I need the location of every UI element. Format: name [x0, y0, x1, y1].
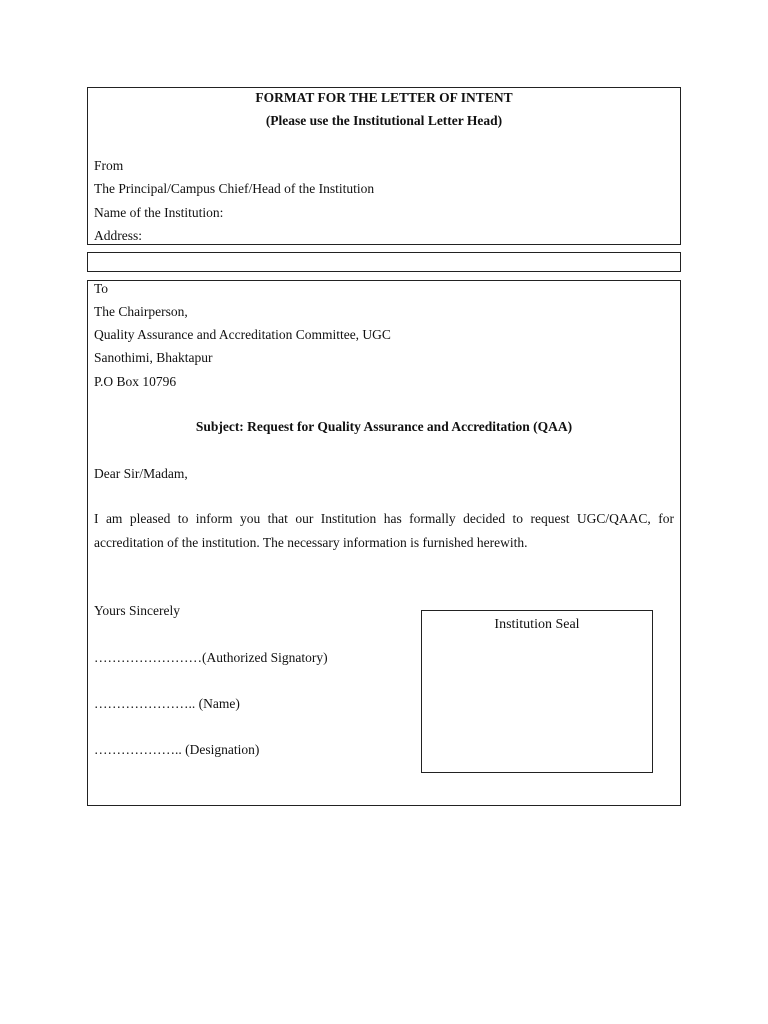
recipient-line-1: The Chairperson,	[94, 304, 188, 319]
institution-seal-box	[421, 610, 653, 773]
recipient-line-4: P.O Box 10796	[94, 374, 177, 389]
letter-header-box	[87, 87, 681, 245]
closing: Yours Sincerely	[94, 603, 181, 618]
address-label: Address:	[94, 228, 142, 243]
letter-subject: Subject: Request for Quality Assurance and Accreditation (QAA)	[195, 419, 573, 434]
document-subtitle: (Please use the Institutional Letter Head)	[265, 113, 503, 128]
document-title: FORMAT FOR THE LETTER OF INTENT	[255, 90, 513, 105]
salutation: Dear Sir/Madam,	[94, 466, 188, 481]
name-line: ………………….. (Name)	[94, 696, 240, 711]
to-label: To	[94, 281, 109, 296]
institution-name-label: Name of the Institution:	[94, 205, 224, 220]
designation-line: ……………….. (Designation)	[94, 742, 260, 757]
authorized-signatory-line: ……………………(Authorized Signatory)	[94, 650, 328, 665]
letter-body-paragraph: I am pleased to inform you that our Institution has formally decided to request UGC/QAAC, for accreditation of the institution. The necessary information is furnished herewith.	[94, 511, 674, 550]
institution-seal-label: Institution Seal	[494, 617, 580, 632]
recipient-line-3: Sanothimi, Bhaktapur	[94, 350, 213, 365]
from-title: The Principal/Campus Chief/Head of the Institution	[94, 181, 375, 196]
recipient-line-2: Quality Assurance and Accreditation Committee, UGC	[94, 327, 391, 342]
address-blank-box	[87, 252, 681, 272]
from-label: From	[94, 158, 124, 173]
